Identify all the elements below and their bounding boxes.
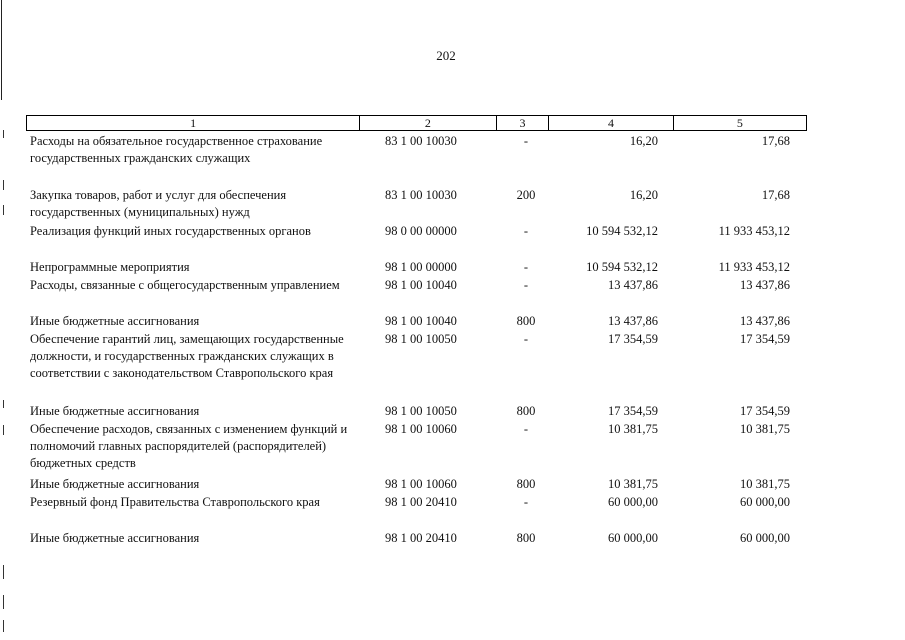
row-value-2: 60 000,00 xyxy=(740,531,790,545)
row-code: 98 1 00 20410 xyxy=(385,495,457,509)
page-number: 202 xyxy=(436,48,456,63)
header-col-2: 2 xyxy=(360,116,496,130)
scan-mark xyxy=(3,595,4,609)
row-name: Обеспечение гарантий лиц, замещающих государственные должности, и государственных гражданских служащих в соответствии с законодательством Ставропольского края xyxy=(30,332,344,380)
row-type: - xyxy=(523,495,529,509)
row-code: 98 1 00 10050 xyxy=(385,332,457,346)
row-type: - xyxy=(523,422,529,436)
row-name: Расходы на обязательное государственное страхование государственных гражданских служащих xyxy=(30,134,323,165)
row-value-1: 16,20 xyxy=(629,188,658,202)
scan-mark xyxy=(3,400,4,408)
table-row xyxy=(26,313,806,330)
table-row xyxy=(26,277,806,294)
row-value-1: 60 000,00 xyxy=(608,495,658,509)
row-type: - xyxy=(523,260,529,274)
header-col-5: 5 xyxy=(736,116,743,130)
row-type: 200 xyxy=(516,188,536,202)
row-value-1: 13 437,86 xyxy=(608,278,658,292)
row-value-2: 17 354,59 xyxy=(740,332,790,346)
row-type: - xyxy=(523,134,529,148)
row-value-2: 11 933 453,12 xyxy=(718,260,790,274)
row-value-1: 10 594 532,12 xyxy=(586,224,658,238)
row-code: 98 1 00 20410 xyxy=(385,531,457,545)
row-value-2: 13 437,86 xyxy=(740,314,790,328)
row-value-2: 10 381,75 xyxy=(740,422,790,436)
scan-mark xyxy=(3,130,4,138)
row-type: 800 xyxy=(516,404,536,418)
header-col-4: 4 xyxy=(549,116,673,130)
row-code: 98 0 00 00000 xyxy=(385,224,457,238)
row-value-1: 10 594 532,12 xyxy=(586,260,658,274)
row-code: 83 1 00 10030 xyxy=(385,188,457,202)
row-code: 98 1 00 10050 xyxy=(385,404,457,418)
scan-mark xyxy=(3,180,4,190)
row-name: Иные бюджетные ассигнования xyxy=(30,477,200,491)
row-type: - xyxy=(523,332,529,346)
row-name: Реализация функций иных государственных органов xyxy=(30,224,311,238)
table-row xyxy=(26,223,806,240)
row-value-2: 17,68 xyxy=(761,188,790,202)
row-value-1: 10 381,75 xyxy=(608,477,658,491)
row-type: 800 xyxy=(516,477,536,491)
table-row xyxy=(26,133,806,167)
row-name: Иные бюджетные ассигнования xyxy=(30,314,200,328)
table-row xyxy=(26,187,806,221)
row-code: 83 1 00 10030 xyxy=(385,134,457,148)
row-code: 98 1 00 10060 xyxy=(385,477,457,491)
row-name: Непрограммные мероприятия xyxy=(30,260,190,274)
header-col-1: 1 xyxy=(27,116,360,130)
row-name: Расходы, связанные с общегосударственным управлением xyxy=(30,278,340,292)
table-row xyxy=(26,403,806,420)
row-value-2: 11 933 453,12 xyxy=(718,224,790,238)
table-row xyxy=(26,530,806,547)
row-value-1: 16,20 xyxy=(629,134,658,148)
row-value-1: 17 354,59 xyxy=(608,404,658,418)
row-value-2: 60 000,00 xyxy=(740,495,790,509)
row-code: 98 1 00 10040 xyxy=(385,278,457,292)
row-name: Закупка товаров, работ и услуг для обеспечения государственных (муниципальных) нужд xyxy=(30,188,287,219)
row-code: 98 1 00 00000 xyxy=(385,260,457,274)
row-name: Иные бюджетные ассигнования xyxy=(30,404,200,418)
header-col-3: 3 xyxy=(497,116,550,130)
row-value-1: 60 000,00 xyxy=(608,531,658,545)
scan-mark xyxy=(3,425,4,435)
row-value-2: 10 381,75 xyxy=(740,477,790,491)
row-type: - xyxy=(523,224,529,238)
row-type: - xyxy=(523,278,529,292)
row-value-1: 10 381,75 xyxy=(608,422,658,436)
row-name: Обеспечение расходов, связанных с изменением функций и полномочий главных распорядителей (распорядителей) бюджетных средств xyxy=(30,422,348,470)
scan-mark xyxy=(3,205,4,215)
table-row xyxy=(26,259,806,276)
table-header xyxy=(26,115,807,131)
row-value-2: 17,68 xyxy=(761,134,790,148)
table-row xyxy=(26,494,806,511)
table-row xyxy=(26,476,806,493)
row-code: 98 1 00 10040 xyxy=(385,314,457,328)
row-name: Иные бюджетные ассигнования xyxy=(30,531,200,545)
table-row xyxy=(26,421,806,472)
row-code: 98 1 00 10060 xyxy=(385,422,457,436)
row-name: Резервный фонд Правительства Ставропольского края xyxy=(30,495,320,509)
row-value-2: 17 354,59 xyxy=(740,404,790,418)
row-type: 800 xyxy=(516,531,536,545)
scan-mark xyxy=(3,620,4,632)
scan-mark xyxy=(3,565,4,579)
row-type: 800 xyxy=(516,314,536,328)
row-value-1: 13 437,86 xyxy=(608,314,658,328)
row-value-2: 13 437,86 xyxy=(740,278,790,292)
table-row xyxy=(26,331,806,382)
row-value-1: 17 354,59 xyxy=(608,332,658,346)
